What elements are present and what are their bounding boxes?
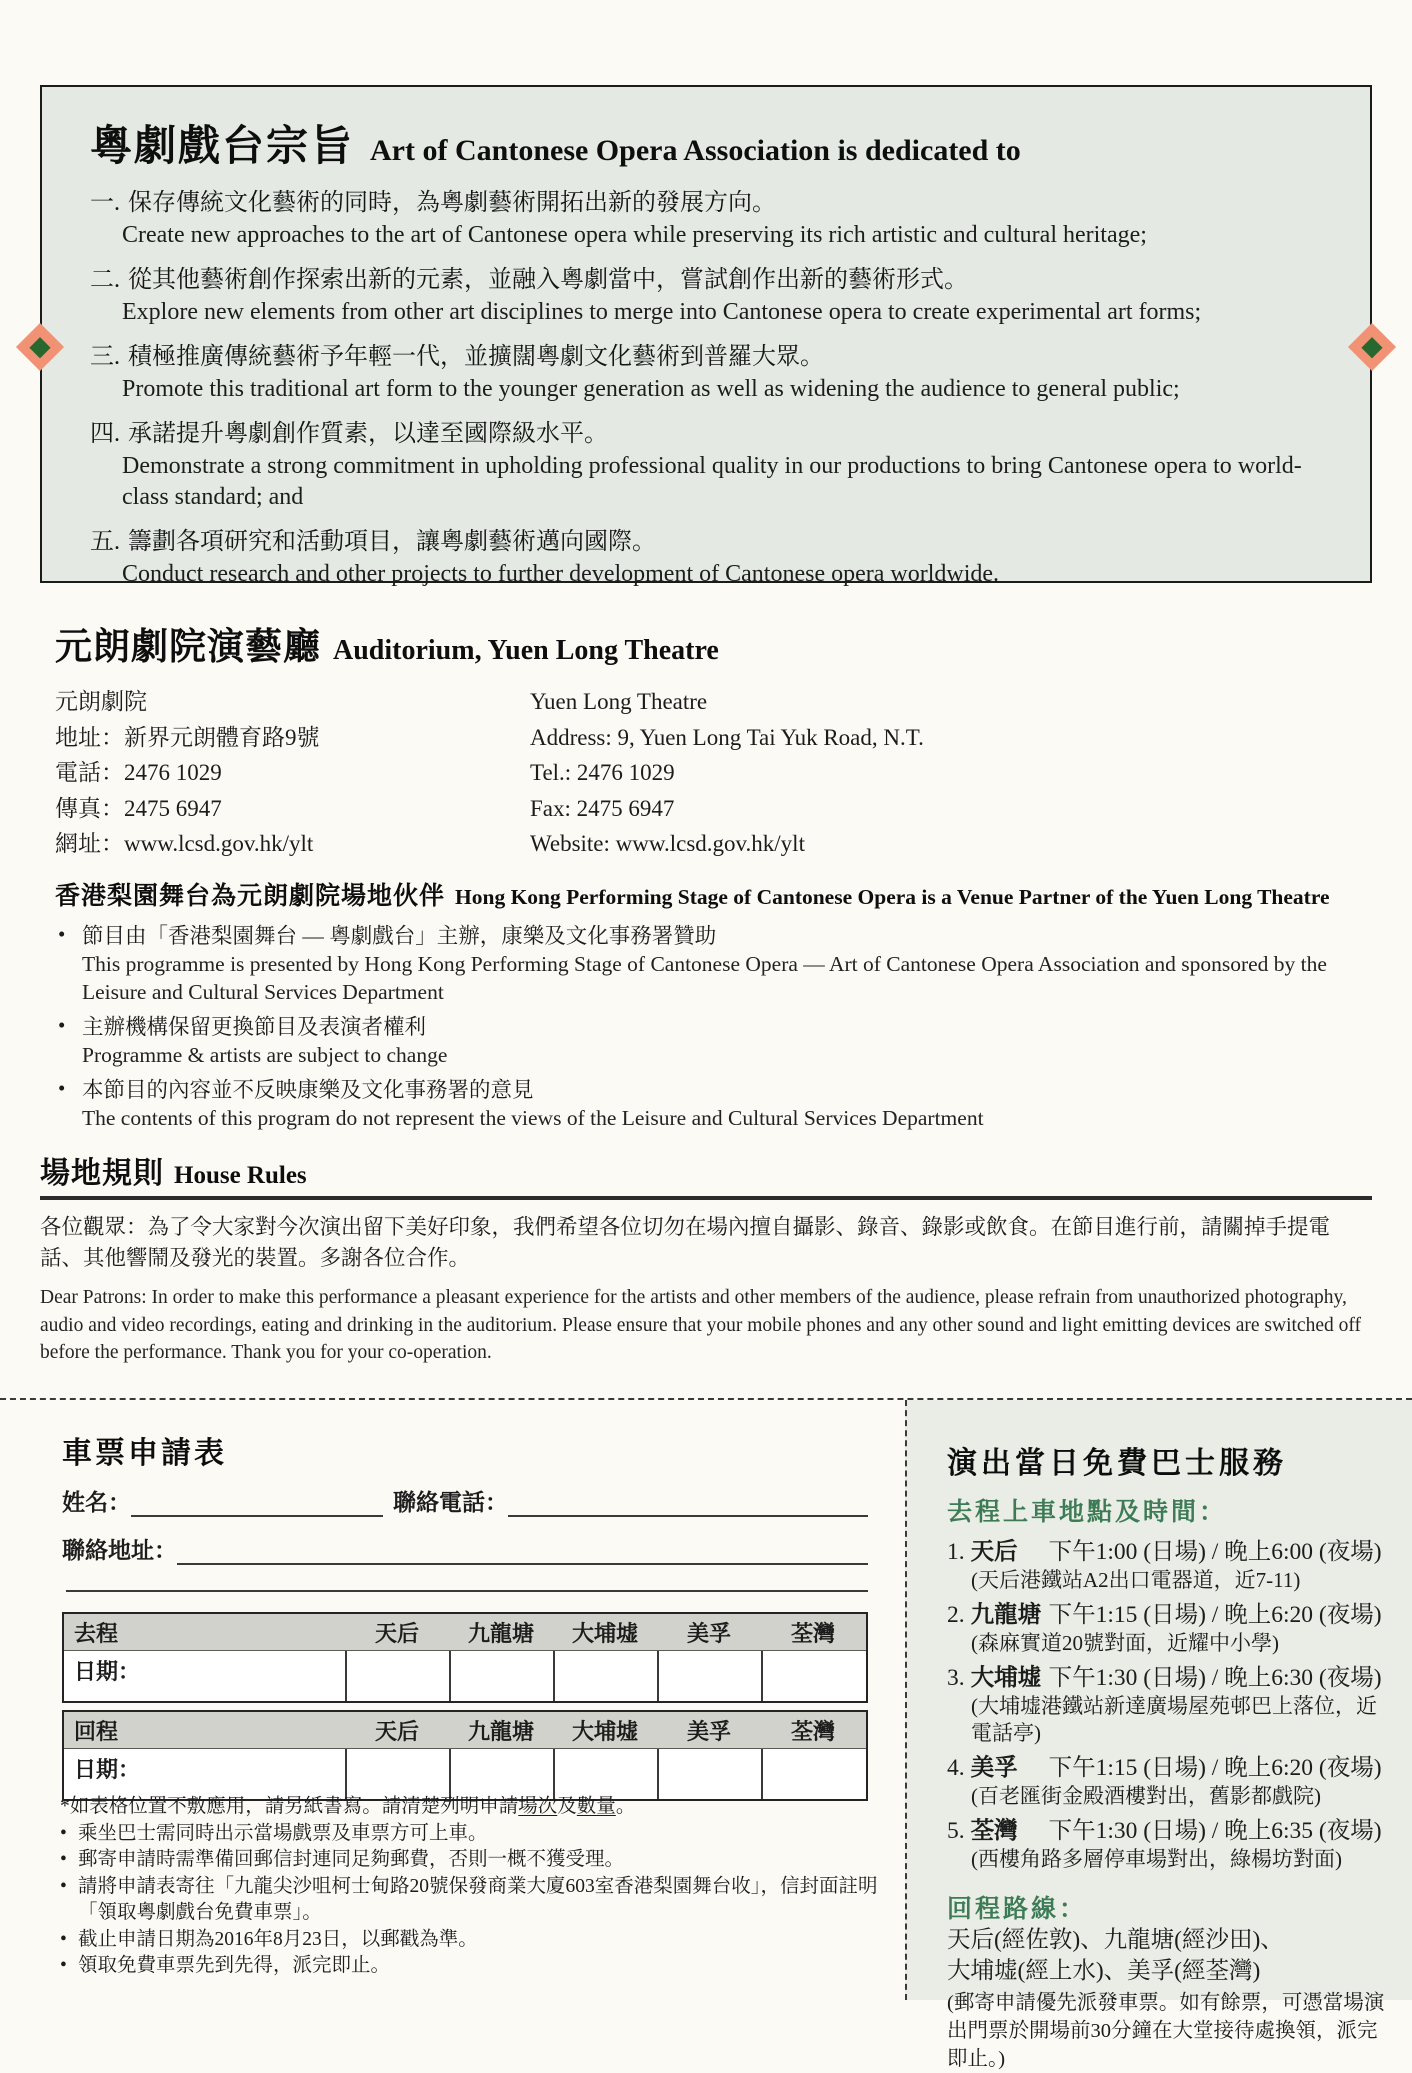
item-text-en: Demonstrate a strong commitment in upholding professional quality in our productions to bring Cantonese opera to world-class standard; and <box>122 453 1302 510</box>
column-header: 美孚 <box>686 1718 731 1744</box>
outbound-table-header <box>64 1614 866 1651</box>
pickup-stop-list <box>947 1538 1386 1873</box>
star-note: *如表格位置不敷應用，請另紙書寫。請清楚列明申請場次及數量。 <box>60 1796 636 1817</box>
diamond-inner-icon <box>29 336 50 357</box>
pickup-stop <box>947 1817 1386 1873</box>
item-text-en: Create new approaches to the art of Cantonese opera while preserving its rich artistic and cultural heritage; <box>122 222 1147 248</box>
item-text-zh: 從其他藝術創作探索出新的元素，並融入粵劇當中，嘗試創作出新的藝術形式。 <box>128 267 968 293</box>
outbound-label: 去程 <box>74 1620 119 1646</box>
item-text-en: Promote this traditional art form to the younger generation as well as widening the audience to general public; <box>122 376 1180 402</box>
theatre-website-en: Website: www.lcsd.gov.hk/ylt <box>530 831 805 856</box>
date-cell[interactable] <box>761 1749 865 1799</box>
heading-rule-divider <box>40 1196 1372 1200</box>
return-table-header <box>64 1712 866 1749</box>
house-rules-heading-zh: 場地規則 <box>40 1157 164 1190</box>
theatre-name-zh: 元朗劇院 <box>55 689 147 714</box>
stop-number: 5. <box>947 1818 965 1844</box>
mission-title-en: Art of Cantonese Opera Association is dedicated to <box>370 134 1021 167</box>
ticket-form-title: 車票申請表 <box>62 1437 227 1470</box>
partner-bullet <box>55 1076 1367 1132</box>
stop-number: 2. <box>947 1602 965 1628</box>
address-field-line[interactable] <box>177 1539 868 1565</box>
stop-location: (大埔墟港鐵站新達廣場屋苑邨巴上落位，近電話亭) <box>971 1694 1377 1745</box>
house-rules-heading <box>40 1148 1372 1192</box>
item-number: 四. <box>90 421 120 447</box>
item-text-zh: 積極推廣傳統藝術予年輕一代，並擴闊粵劇文化藝術到普羅大眾。 <box>128 344 824 370</box>
theatre-contact-columns <box>55 684 1355 862</box>
mission-item <box>90 418 1336 513</box>
bullet-text-zh: • 本節目的內容並不反映康樂及文化事務署的意見 <box>82 1078 534 1102</box>
bullet-text-en: This programme is presented by Hong Kong Performing Stage of Cantonese Opera — Art of Cantonese Opera Association and sponsored by the Leisure and Cultural Services Department <box>82 952 1327 1004</box>
outbound-date-row <box>64 1651 866 1701</box>
item-text-zh: 保存傳統文化藝術的同時，為粵劇藝術開拓出新的發展方向。 <box>128 190 776 216</box>
bus-service-title: 演出當日免費巴士服務 <box>947 1447 1287 1480</box>
return-route-note: (郵寄申請優先派發車票。如有餘票，可憑當場演出門票於開場前30分鐘在大堂接待處換領，派完即止。) <box>947 1992 1385 2070</box>
column-header: 大埔墟 <box>571 1718 638 1744</box>
date-cell[interactable] <box>657 1749 761 1799</box>
date-cell[interactable] <box>345 1651 449 1701</box>
theatre-fax-en: Fax: 2475 6947 <box>530 795 675 821</box>
address-label: 聯絡地址： <box>62 1538 177 1563</box>
stop-number: 3. <box>947 1665 965 1691</box>
theatre-name-en: Yuen Long Theatre <box>530 689 708 714</box>
stop-location: (西樓角路多層停車場對出，綠楊坊對面) <box>971 1847 1342 1871</box>
return-label: 回程 <box>74 1718 119 1744</box>
bullet-text-en: Programme & artists are subject to change <box>82 1043 448 1067</box>
column-header: 美孚 <box>686 1620 731 1646</box>
bullet-text-zh: • 節目由「香港梨園舞台 — 粵劇戲台」主辦，康樂及文化事務署贊助 <box>82 924 717 948</box>
form-note: • 請將申請表寄往「九龍尖沙咀柯士甸路20號保發商業大廈603室香港梨園舞台收」，信封面註明「領取粵劇戲台免費車票」。 <box>60 1874 884 1927</box>
partner-heading-en: Hong Kong Performing Stage of Cantonese Opera is a Venue Partner of the Yuen Long Theatre <box>455 885 1330 909</box>
date-cell[interactable] <box>449 1651 553 1701</box>
theatre-tel-zh: 電話：2476 1029 <box>55 760 222 785</box>
outbound-table <box>62 1612 868 1703</box>
partner-bullet-list <box>55 922 1367 1132</box>
date-cell[interactable] <box>553 1651 657 1701</box>
contact-column-zh <box>55 684 530 862</box>
phone-label: 聯絡電話： <box>393 1490 508 1515</box>
contact-column-en <box>530 684 924 862</box>
stop-time: 下午1:30 (日場) / 晚上6:30 (夜場) <box>1048 1665 1382 1691</box>
item-text-zh: 籌劃各項研究和活動項目，讓粵劇藝術邁向國際。 <box>128 529 656 555</box>
stop-location: (天后港鐵站A2出口電器道，近7-11) <box>971 1568 1301 1592</box>
stop-location: (森麻實道20號對面，近耀中小學) <box>971 1631 1279 1655</box>
return-date-row <box>64 1749 866 1799</box>
theatre-heading-en: Auditorium, Yuen Long Theatre <box>333 635 719 666</box>
date-label: 日期： <box>74 1659 141 1684</box>
pickup-stop <box>947 1601 1386 1657</box>
item-number: 三. <box>90 344 120 370</box>
date-cell[interactable] <box>761 1651 865 1701</box>
item-number: 一. <box>90 190 120 216</box>
mission-statement-box <box>40 85 1372 587</box>
stop-time: 下午1:15 (日場) / 晚上6:20 (夜場) <box>1048 1602 1382 1628</box>
item-number: 二. <box>90 267 120 293</box>
stop-time: 下午1:30 (日場) / 晚上6:35 (夜場) <box>1048 1818 1382 1844</box>
stop-name: 荃灣 <box>970 1818 1018 1844</box>
theatre-info-section <box>55 616 1355 862</box>
pickup-stop <box>947 1538 1386 1594</box>
column-header: 天后 <box>374 1718 419 1744</box>
partner-bullet <box>55 1013 1367 1069</box>
item-text-en: Conduct research and other projects to further development of Cantonese opera worldwide. <box>122 561 1000 587</box>
mission-title-zh: 粵劇戲台宗旨 <box>90 124 355 170</box>
free-bus-service-box <box>905 1400 1412 2070</box>
house-rules-text-en: Dear Patrons: In order to make this performance a pleasant experience for the artists and other members of the audience, please refrain from unauthorized photography, audio and video recordings, eating and drinking in the auditorium. Please ensure that your mobile phones and any other sound and light emitting devices are switched off before the performance. Thank you for your co-operation. <box>40 1287 1361 1363</box>
theatre-address-zh: 地址：新界元朗體育路9號 <box>55 724 320 750</box>
column-header: 荃灣 <box>790 1718 835 1744</box>
stop-time: 下午1:00 (日場) / 晚上6:00 (夜場) <box>1048 1539 1382 1565</box>
address-row <box>62 1532 868 1565</box>
theatre-address-en: Address: 9, Yuen Long Tai Yuk Road, N.T. <box>530 724 924 750</box>
pickup-stop <box>947 1664 1386 1747</box>
theatre-website-zh: 網址：www.lcsd.gov.hk/ylt <box>55 831 314 856</box>
stop-name: 天后 <box>970 1539 1018 1565</box>
return-table <box>62 1710 868 1801</box>
return-route-line: 天后(經佐敦)、九龍塘(經沙田)、 <box>947 1927 1284 1953</box>
pickup-stop <box>947 1754 1386 1810</box>
underlined-term: 場次 <box>518 1796 558 1817</box>
mission-item-list <box>90 187 1336 590</box>
return-route-heading: 回程路線： <box>947 1896 1088 1923</box>
bullet-text-zh: • 主辦機構保留更換節目及表演者權利 <box>82 1015 427 1039</box>
stop-number: 1. <box>947 1539 965 1565</box>
stop-name: 大埔墟 <box>970 1665 1042 1691</box>
date-cell[interactable] <box>449 1749 553 1799</box>
date-cell[interactable] <box>553 1749 657 1799</box>
mission-item <box>90 187 1336 251</box>
return-route-line: 大埔墟(經上水)、美孚(經荃灣) <box>947 1958 1261 1984</box>
column-header: 天后 <box>374 1620 419 1646</box>
mission-title <box>90 113 1336 173</box>
house-rules-section <box>40 1148 1372 1367</box>
column-header: 荃灣 <box>790 1620 835 1646</box>
form-note: • 截止申請日期為2016年8月23日，以郵戳為準。 <box>60 1927 884 1954</box>
stop-number: 4. <box>947 1755 965 1781</box>
theatre-fax-zh: 傳真：2475 6947 <box>55 795 222 821</box>
phone-field-line[interactable] <box>508 1491 868 1517</box>
form-note: • 乘坐巴士需同時出示當場戲票及車票方可上車。 <box>60 1821 884 1848</box>
date-cell[interactable] <box>345 1749 449 1799</box>
item-number: 五. <box>90 529 120 555</box>
stop-location: (百老匯街金殿酒樓對出，舊影都戲院) <box>971 1784 1321 1808</box>
form-notes <box>60 1794 884 1980</box>
name-label: 姓名： <box>62 1490 131 1515</box>
house-rules-heading-en: House Rules <box>174 1162 307 1189</box>
name-field-line[interactable] <box>131 1491 383 1517</box>
item-text-en: Explore new elements from other art disciplines to merge into Cantonese opera to create experimental art forms; <box>122 299 1202 325</box>
address-field-line-2[interactable] <box>66 1566 868 1592</box>
mission-item <box>90 341 1336 405</box>
item-text-zh: 承諾提升粵劇創作質素，以達至國際級水平。 <box>128 421 608 447</box>
underlined-term: 數量 <box>576 1796 616 1817</box>
bullet-text-en: The contents of this program do not represent the views of the Leisure and Cultural Services Department <box>82 1106 984 1130</box>
venue-partner-section <box>55 876 1367 1132</box>
date-label: 日期： <box>74 1757 141 1782</box>
theatre-tel-en: Tel.: 2476 1029 <box>530 760 675 785</box>
theatre-heading-zh: 元朗劇院演藝廳 <box>55 627 321 668</box>
column-header: 大埔墟 <box>571 1620 638 1646</box>
outbound-pickup-heading: 去程上車地點及時間： <box>947 1499 1228 1526</box>
stop-name: 美孚 <box>970 1755 1018 1781</box>
form-note: • 領取免費車票先到先得，派完即止。 <box>60 1953 884 1980</box>
column-header: 九龍塘 <box>467 1620 534 1646</box>
partner-bullet <box>55 922 1367 1006</box>
form-note: • 郵寄申請時需準備回郵信封連同足夠郵費，否則一概不獲受理。 <box>60 1847 884 1874</box>
house-rules-text-zh: 各位觀眾：為了令大家對今次演出留下美好印象，我們希望各位切勿在場內擅自攝影、錄音、錄影或飲食。在節目進行前，請關掉手提電話、其他響鬧及發光的裝置。多謝各位合作。 <box>40 1215 1331 1270</box>
stop-time: 下午1:15 (日場) / 晚上6:20 (夜場) <box>1048 1755 1382 1781</box>
stop-name: 九龍塘 <box>970 1602 1042 1628</box>
mission-item <box>90 264 1336 328</box>
column-header: 九龍塘 <box>467 1718 534 1744</box>
theatre-heading <box>55 616 1355 670</box>
partner-heading <box>55 876 1367 912</box>
partner-heading-zh: 香港梨園舞台為元朗劇院場地伙伴 <box>55 883 446 910</box>
date-cell[interactable] <box>657 1651 761 1701</box>
diamond-inner-icon <box>1361 336 1382 357</box>
name-phone-row <box>62 1484 868 1517</box>
mission-item <box>90 526 1336 590</box>
